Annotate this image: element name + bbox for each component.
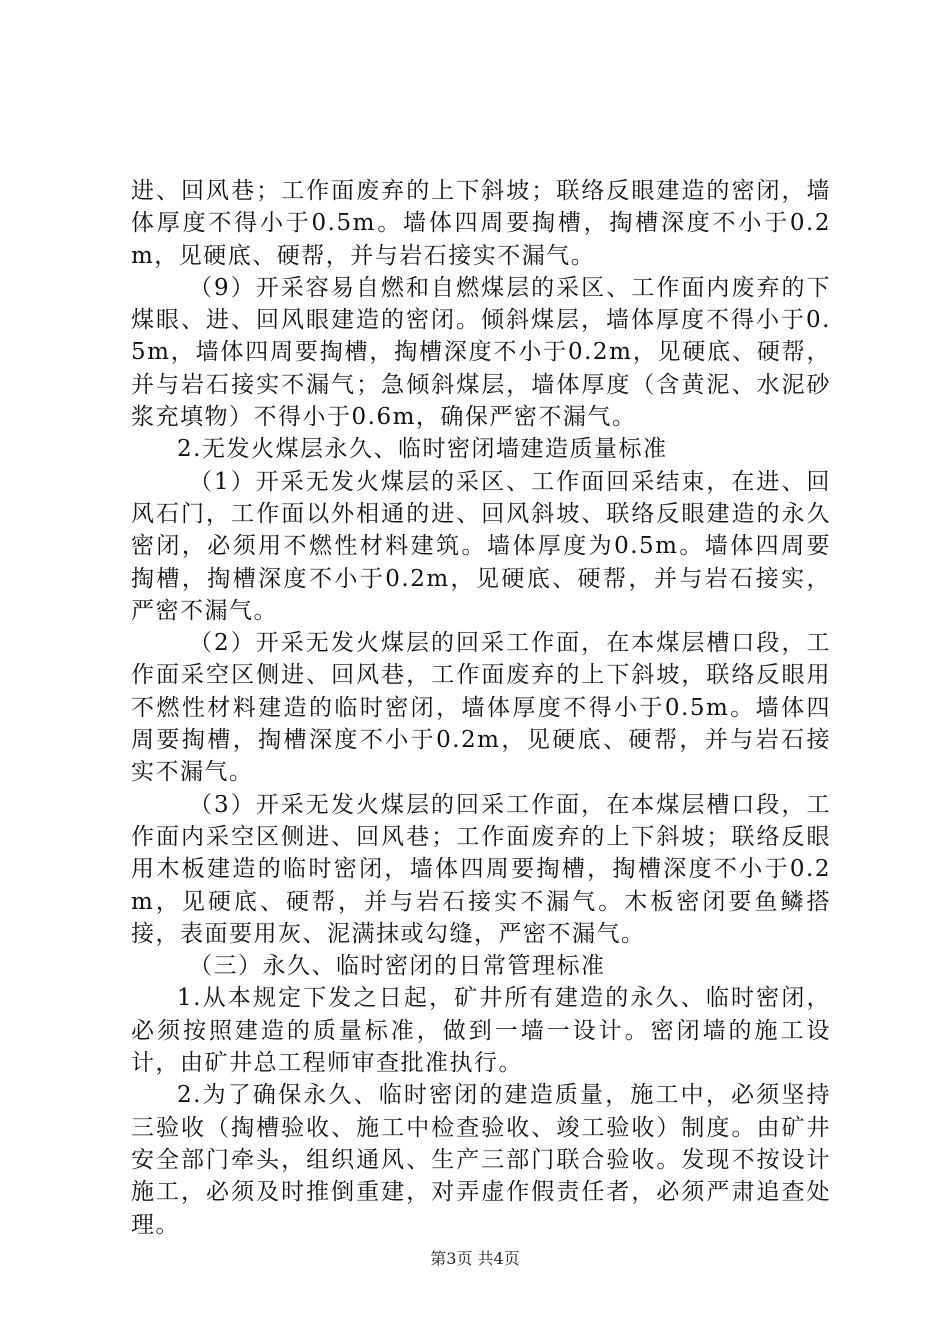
- section-heading-3: （三）永久、临时密闭的日常管理标准: [189, 953, 606, 980]
- paragraph-item-9: （9）开采容易自燃和自燃煤层的采区、工作面内废弃的下煤眼、进、回风眼建造的密闭。倾斜煤层，墙体厚度不得小于0.5m，墙体四周要掏槽，掏槽深度不小于0.2m，见硬底、硬帮，并与岩石接实不漏气；急倾斜煤层，墙体厚度（含黄泥、水泥砂浆充填物）不得小于0.6m，确保严密不漏气。: [131, 274, 831, 431]
- paragraph-item-3: （3）开采无发火煤层的回采工作面，在本煤层槽口段，工作面内采空区侧进、回风巷；工作面废弃的上下斜坡；联络反眼用木板建造的临时密闭，墙体四周要掏槽，掏槽深度不小于0.2m，见硬底、硬帮，并与岩石接实不漏气。木板密闭要鱼鳞搭接，表面要用灰、泥满抹或勾缝，严密不漏气。: [131, 791, 831, 947]
- document-body: [131, 175, 831, 1241]
- page-footer: 第3页 共4页: [430, 1249, 520, 1268]
- paragraph-item-1: （1）开采无发火煤层的采区、工作面回采结束，在进、回风石门，工作面以外相通的进、回风斜坡、联络反眼建造的永久密闭，必须用不燃性材料建筑。墙体厚度为0.5m。墙体四周要掏槽，掏槽深度不小于0.2m，见硬底、硬帮，并与岩石接实，严密不漏气。: [131, 468, 831, 624]
- paragraph-rule-2: 2.为了确保永久、临时密闭的建造质量，施工中，必须坚持三验收（掏槽验收、施工中检查验收、竣工验收）制度。由矿井安全部门牵头，组织通风、生产三部门联合验收。发现不按设计施工，必须及时推倒重建，对弄虚作假责任者，必须严肃追查处理。: [131, 1082, 831, 1238]
- paragraph-rule-1: 1.从本规定下发之日起，矿井所有建造的永久、临时密闭，必须按照建造的质量标准，做到一墙一设计。密闭墙的施工设计，由矿井总工程师审查批准执行。: [131, 985, 831, 1077]
- paragraph-continuation: 进、回风巷；工作面废弃的上下斜坡；联络反眼建造的密闭，墙体厚度不得小于0.5m。墙体四周要掏槽，掏槽深度不小于0.2m，见硬底、硬帮，并与岩石接实不漏气。: [131, 178, 831, 269]
- section-heading-2: 2.无发火煤层永久、临时密闭墙建造质量标准: [177, 436, 668, 463]
- paragraph-item-2: （2）开采无发火煤层的回采工作面，在本煤层槽口段，工作面采空区侧进、回风巷，工作面废弃的上下斜坡，联络反眼用不燃性材料建造的临时密闭，墙体厚度不得小于0.5m。墙体四周要掏槽，掏槽深度不小于0.2m，见硬底、硬帮，并与岩石接实不漏气。: [131, 630, 831, 786]
